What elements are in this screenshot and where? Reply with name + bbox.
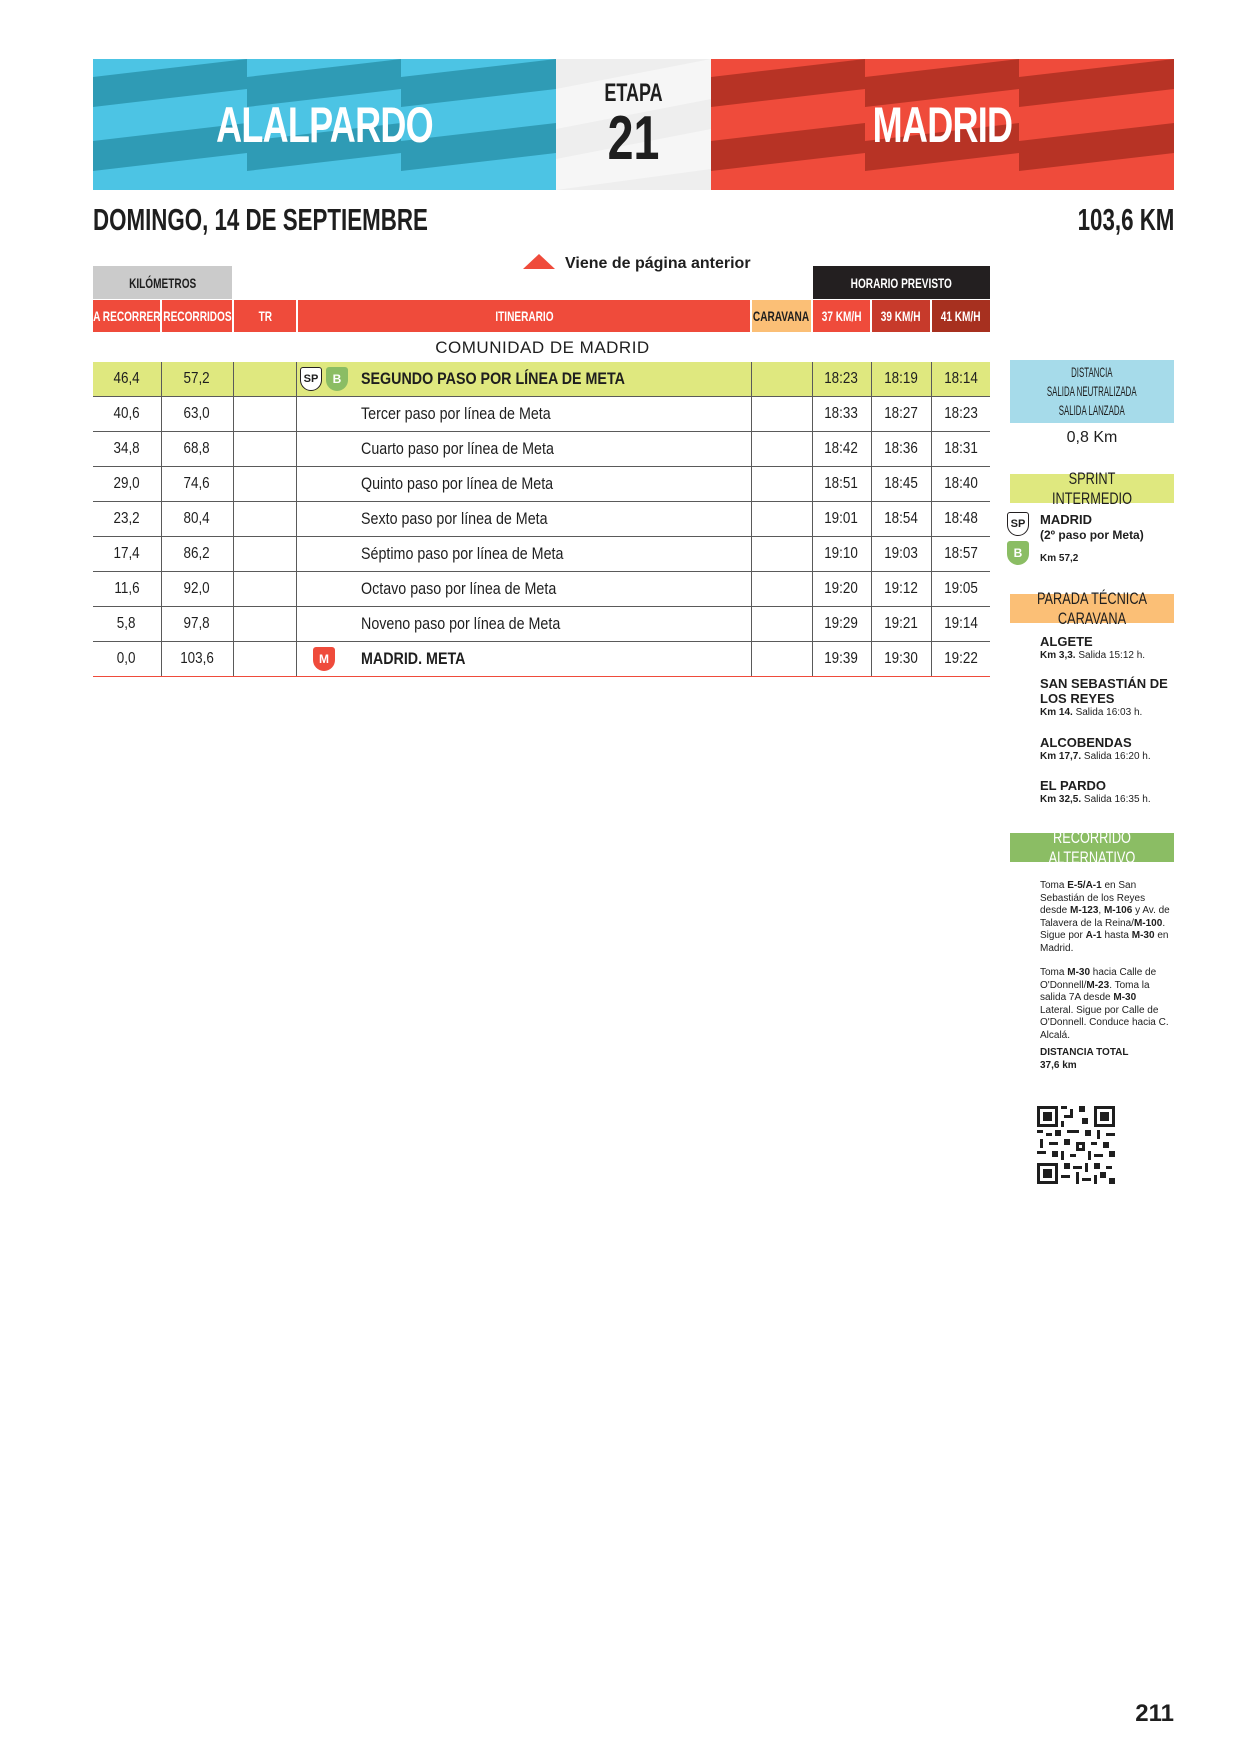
cell-t41: 19:05 bbox=[944, 580, 978, 597]
stop-name: ALCOBENDAS bbox=[1040, 735, 1132, 750]
column-divider bbox=[233, 502, 234, 536]
table-row bbox=[93, 397, 990, 432]
sprint-point-icon: SP bbox=[300, 367, 322, 391]
alternative-route-text-2: Toma M-30 hacia Calle de O'Donnell/M-23. Toma la salida 7A desde M-30 Lateral. Sigue por Calle de O'Donnell. Conduce hacia C. Alcalá. bbox=[1040, 967, 1169, 1041]
cell-recorridos: 86,2 bbox=[183, 545, 211, 562]
distance-value: 0,8 Km bbox=[1066, 429, 1118, 446]
cell-a-recorrer: 34,8 bbox=[113, 440, 140, 457]
cell-t39: 18:54 bbox=[884, 510, 918, 527]
stop-name: ALGETE bbox=[1040, 634, 1093, 649]
region-label: COMUNIDAD DE MADRID bbox=[435, 338, 650, 357]
table-row bbox=[93, 607, 990, 642]
sprint-point-icon: SP bbox=[1007, 512, 1029, 536]
column-divider bbox=[296, 432, 297, 466]
stage-label: ETAPA bbox=[604, 79, 663, 107]
column-divider bbox=[233, 642, 234, 676]
col-header-caravana: CARAVANA bbox=[752, 300, 811, 332]
cell-t39: 19:12 bbox=[884, 580, 918, 597]
cell-recorridos: 74,6 bbox=[183, 475, 211, 492]
itinerary-text: Octavo paso por línea de Meta bbox=[361, 579, 557, 598]
cell-t39: 18:27 bbox=[884, 405, 918, 422]
stage-badge bbox=[556, 59, 711, 190]
column-divider bbox=[751, 467, 752, 501]
table-row bbox=[93, 537, 990, 572]
sprint-place: MADRID bbox=[1040, 512, 1092, 527]
column-divider bbox=[296, 537, 297, 571]
cell-t39: 18:19 bbox=[884, 370, 918, 387]
column-divider bbox=[233, 397, 234, 431]
cell-a-recorrer: 23,2 bbox=[113, 510, 140, 527]
table-row bbox=[93, 362, 990, 397]
cell-a-recorrer: 29,0 bbox=[113, 475, 140, 492]
cell-t41: 18:40 bbox=[944, 475, 978, 492]
cell-t41: 19:22 bbox=[944, 650, 978, 667]
cell-t41: 18:31 bbox=[944, 440, 978, 457]
finish-city: MADRID bbox=[872, 96, 1013, 153]
cell-recorridos: 80,4 bbox=[183, 510, 211, 527]
cell-t41: 18:57 bbox=[944, 545, 978, 562]
cell-t41: 18:14 bbox=[944, 370, 978, 387]
start-city-banner bbox=[93, 59, 556, 190]
column-divider bbox=[751, 362, 752, 396]
cell-recorridos: 57,2 bbox=[183, 370, 211, 387]
stop-info: Km 17,7. Salida 16:20 h. bbox=[1040, 751, 1151, 762]
finish-city-banner bbox=[711, 59, 1174, 190]
column-divider bbox=[751, 572, 752, 606]
cell-t39: 18:36 bbox=[884, 440, 918, 457]
stop-name: SAN SEBASTIÁN DE LOS REYES bbox=[1040, 676, 1168, 706]
qr-code-icon[interactable] bbox=[1037, 1106, 1115, 1184]
distance-box: DISTANCIA SALIDA NEUTRALIZADA SALIDA LANZADA bbox=[1010, 360, 1174, 423]
cell-t39: 19:30 bbox=[884, 650, 918, 667]
cell-a-recorrer: 5,8 bbox=[117, 615, 136, 632]
column-divider bbox=[233, 432, 234, 466]
cell-t37: 19:10 bbox=[824, 545, 859, 562]
cell-recorridos: 103,6 bbox=[180, 650, 214, 667]
continued-note bbox=[523, 254, 751, 273]
bonus-icon: B bbox=[326, 367, 348, 391]
itinerary-text: Quinto paso por línea de Meta bbox=[361, 474, 554, 493]
column-divider bbox=[296, 397, 297, 431]
total-distance: DISTANCIA TOTAL 37,6 km bbox=[1040, 1047, 1129, 1071]
col-header-39kmh: 39 KM/H bbox=[872, 300, 930, 332]
cell-a-recorrer: 46,4 bbox=[113, 370, 140, 387]
itinerary-text: Sexto paso por línea de Meta bbox=[361, 509, 548, 528]
column-divider bbox=[296, 362, 297, 396]
table-row bbox=[93, 572, 990, 607]
cell-a-recorrer: 40,6 bbox=[113, 405, 140, 422]
column-divider bbox=[751, 537, 752, 571]
meta-finish-icon: M bbox=[313, 647, 335, 671]
column-divider bbox=[233, 572, 234, 606]
table-row bbox=[93, 432, 990, 467]
column-divider bbox=[751, 502, 752, 536]
up-arrow-icon bbox=[523, 254, 555, 269]
cell-t37: 18:51 bbox=[824, 475, 859, 492]
cell-t41: 19:14 bbox=[944, 615, 978, 632]
alternative-route-header: RECORRIDO ALTERNATIVO bbox=[1010, 833, 1174, 862]
stage-number: 21 bbox=[607, 104, 660, 173]
cell-recorridos: 92,0 bbox=[183, 580, 211, 597]
itinerary-text: Cuarto paso por línea de Meta bbox=[361, 439, 554, 458]
cell-t37: 18:33 bbox=[824, 405, 859, 422]
cell-t41: 18:23 bbox=[944, 405, 978, 422]
cell-t37: 19:29 bbox=[824, 615, 859, 632]
column-divider bbox=[296, 502, 297, 536]
column-divider bbox=[751, 642, 752, 676]
bonus-icon: B bbox=[1007, 541, 1029, 565]
itinerary-text: Tercer paso por línea de Meta bbox=[361, 404, 551, 423]
cell-recorridos: 63,0 bbox=[183, 405, 211, 422]
column-divider bbox=[296, 642, 297, 676]
column-divider bbox=[233, 362, 234, 396]
stage-date: DOMINGO, 14 DE SEPTIEMBRE bbox=[93, 202, 428, 237]
cell-recorridos: 68,8 bbox=[183, 440, 211, 457]
col-header-37kmh: 37 KM/H bbox=[813, 300, 870, 332]
continued-note-text: Viene de página anterior bbox=[565, 255, 751, 272]
itinerary-text: SEGUNDO PASO POR LÍNEA DE META bbox=[361, 369, 625, 388]
column-divider bbox=[233, 467, 234, 501]
stage-distance: 103,6 KM bbox=[1077, 202, 1174, 237]
page-number: 211 bbox=[1135, 1700, 1174, 1727]
cell-t37: 19:39 bbox=[824, 650, 859, 667]
cell-t39: 19:03 bbox=[884, 545, 918, 562]
column-divider bbox=[751, 397, 752, 431]
cell-a-recorrer: 0,0 bbox=[117, 650, 136, 667]
stop-info: Km 32,5. Salida 16:35 h. bbox=[1040, 794, 1151, 805]
alternative-route-text-1: Toma E-5/A-1 en San Sebastián de los Reyes desde M-123, M-106 y Av. de Talavera de la Reina/M-100. Sigue por A-1 hasta M-30 en Madrid. bbox=[1040, 880, 1170, 954]
col-header-41kmh: 41 KM/H bbox=[932, 300, 990, 332]
table-row bbox=[93, 642, 990, 677]
sprint-header: SPRINT INTERMEDIO bbox=[1010, 474, 1174, 503]
column-divider bbox=[296, 572, 297, 606]
sprint-km: Km 57,2 bbox=[1040, 553, 1079, 564]
column-divider bbox=[296, 467, 297, 501]
column-divider bbox=[233, 537, 234, 571]
cell-t37: 19:01 bbox=[824, 510, 859, 527]
itinerary-text: Séptimo paso por línea de Meta bbox=[361, 544, 564, 563]
table-row bbox=[93, 502, 990, 537]
cell-t37: 19:20 bbox=[824, 580, 859, 597]
column-divider bbox=[233, 607, 234, 641]
cell-t37: 18:23 bbox=[824, 370, 859, 387]
column-divider bbox=[751, 432, 752, 466]
sprint-detail: (2º paso por Meta) bbox=[1040, 528, 1144, 542]
cell-a-recorrer: 11,6 bbox=[113, 580, 140, 597]
schedule-group-header: HORARIO PREVISTO bbox=[813, 266, 990, 299]
table-row bbox=[93, 467, 990, 502]
cell-recorridos: 97,8 bbox=[183, 615, 211, 632]
col-header-recorridos: RECORRIDOS bbox=[162, 300, 232, 332]
col-header-tr: TR bbox=[234, 300, 296, 332]
km-group-header: KILÓMETROS bbox=[93, 266, 232, 299]
cell-t37: 18:42 bbox=[824, 440, 859, 457]
col-header-a-recorrer: A RECORRER bbox=[93, 300, 160, 332]
cell-a-recorrer: 17,4 bbox=[113, 545, 140, 562]
col-header-itinerario: ITINERARIO bbox=[298, 300, 750, 332]
column-divider bbox=[751, 607, 752, 641]
itinerary-text: MADRID. META bbox=[361, 649, 466, 668]
cell-t39: 18:45 bbox=[884, 475, 918, 492]
stop-name: EL PARDO bbox=[1040, 778, 1106, 793]
itinerary-text: Noveno paso por línea de Meta bbox=[361, 614, 561, 633]
parada-header: PARADA TÉCNICA CARAVANA bbox=[1010, 594, 1174, 623]
stop-info: Km 14. Salida 16:03 h. bbox=[1040, 707, 1143, 718]
start-city: ALALPARDO bbox=[216, 96, 433, 153]
stop-info: Km 3,3. Salida 15:12 h. bbox=[1040, 650, 1146, 661]
cell-t41: 18:48 bbox=[944, 510, 978, 527]
cell-t39: 19:21 bbox=[884, 615, 918, 632]
column-divider bbox=[296, 607, 297, 641]
